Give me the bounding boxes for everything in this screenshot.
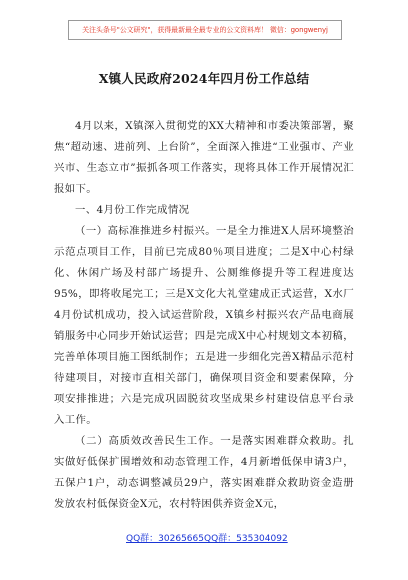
livelihood-paragraph: （二）高质效改善民生工作。一是落实困难群众救助。扎实做好低保扩围增效和动态管理工作，4月新增低保申请3户，五保户1户，动态调整减员29户，落实困难群众救助资金造册发放农村低保资金X元，农村特困供养资金X元，	[54, 435, 354, 510]
footer-qq-group-2[interactable]: QQ群：535304092	[203, 534, 288, 544]
intro-paragraph: 4月以来，X镇深入贯彻党的XX大精神和市委决策部署，聚焦“超动速、进前列、上台阶”，全面深入推进“工业强市、产业兴市、生态立市”振抓各项工作落实，现将具体工作开展情况汇报如下。	[54, 120, 354, 195]
header-notice-box	[68, 20, 342, 40]
rural-revitalization-paragraph: （一）高标准推进乡村振兴。一是全力推进X人居环境整治示范点项目工作，目前已完成80％项目进度；二是X中心村绿化、休闲广场及村部广场提升、公厕维修提升等工程进度达95%，即将收尾完工；三是X文化大礼堂建成正式运营，X水厂4月份试机成功，投入试运营阶段，X镇乡村振兴农产品电商展销服务中心同步开始试运营；四是完成X中心村规划文本初稿，完善单体项目施工图纸制作；五是进一步细化完善X精品示范村待建项目，对接市直相关部门，确保项目资金和要素保障，分项安排推进；六是完成巩固脱贫攻坚成果乡村建设信息平台录入工作。	[54, 225, 354, 426]
footer	[126, 531, 288, 544]
header-notice: 关注头条号"公文研究"，获得最新最全最专业的公文资料库！ 微信：gongwenyj	[82, 26, 328, 34]
document-body	[54, 116, 354, 515]
document-title: X镇人民政府2024年四月份工作总结	[98, 71, 310, 86]
section-heading: 一、4月份工作完成情况	[75, 204, 190, 216]
footer-qq-group-1[interactable]: QQ群：30265665	[126, 534, 204, 544]
